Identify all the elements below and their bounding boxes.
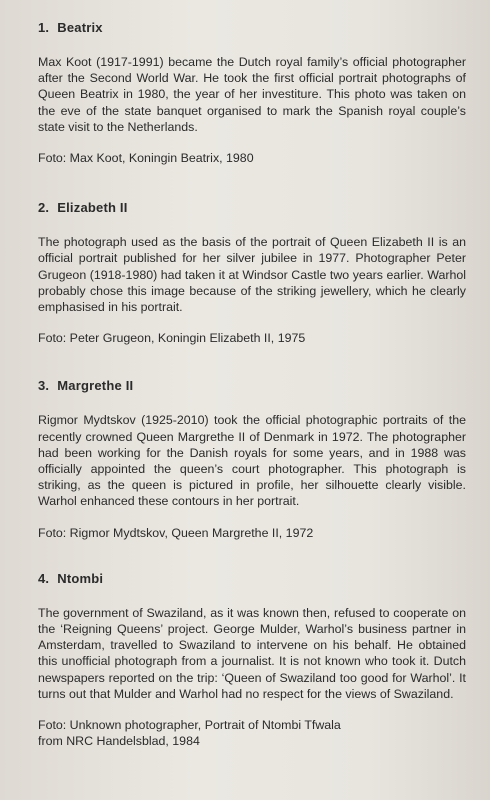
section-body: The government of Swaziland, as it was known then, refused to cooperate on the ‘Reigning Queens’ project. George Mulder, Warhol’s business partner in Amsterdam, travelled to Swaziland to intervene on his behalf. He obtained this unofficial photograph from a journalist. It is not known who took it. Dutch newspapers reported on the trip: ‘Queen of Swaziland too good for Warhol’. It turns out that Mulder and Warhol had no respect for the views of Swaziland.: [38, 605, 466, 701]
section-elizabeth-ii: [38, 200, 466, 346]
section-ntombi: [38, 571, 466, 750]
section-title: Elizabeth II: [57, 200, 128, 216]
section-title: Margrethe II: [57, 378, 134, 394]
photo-credit: [38, 525, 466, 541]
section-number: 3.: [38, 378, 50, 394]
photo-credit: [38, 150, 466, 166]
photo-credit-line: Foto: Unknown photographer, Portrait of Ntombi Tfwala: [38, 718, 341, 733]
section-body: Rigmor Mydtskov (1925-2010) took the official photographic portraits of the recently crowned Queen Margrethe II of Denmark in 1972. The photographer had been working for the Danish royals for some years, and in 1988 was officially appointed the queen’s court photographer. This photograph is striking, as the queen is pictured in profile, her silhouette clearly visible. Warhol enhanced these contours in her portrait.: [38, 413, 466, 509]
section-body: Max Koot (1917-1991) became the Dutch royal family’s official photographer after the Second World War. He took the first official portrait photographs of Queen Beatrix in 1980, the year of her investiture. This photo was taken on the eve of the state banquet organised to mark the Spanish royal couple’s state visit to the Netherlands.: [38, 55, 466, 134]
section-number: 2.: [38, 200, 50, 216]
section-margrethe-ii: [38, 378, 466, 540]
section-heading: [38, 378, 466, 394]
section-heading: [38, 20, 466, 36]
photo-credit: [38, 717, 466, 749]
photo-credit-line: Foto: Peter Grugeon, Koningin Elizabeth II, 1975: [38, 331, 306, 346]
section-title: Ntombi: [57, 570, 104, 586]
section-heading: [38, 200, 466, 216]
section-title: Beatrix: [57, 20, 103, 35]
section-number: 1.: [38, 20, 50, 35]
photo-credit: [38, 330, 466, 346]
section-body: The photograph used as the basis of the portrait of Queen Elizabeth II is an official portrait published for her silver jubilee in 1977. Photographer Peter Grugeon (1918-1980) had taken it at Windsor Castle two years earlier. Warhol probably chose this image because of the striking jewellery, which he clearly emphasised in his portrait.: [38, 235, 466, 315]
section-heading: [38, 571, 466, 587]
section-number: 4.: [38, 570, 50, 586]
photo-credit-line: from NRC Handelsblad, 1984: [38, 734, 200, 749]
photo-credit-line: Foto: Max Koot, Koningin Beatrix, 1980: [38, 151, 254, 166]
section-beatrix: [38, 20, 466, 166]
photo-credit-line: Foto: Rigmor Mydtskov, Queen Margrethe II, 1972: [38, 525, 314, 540]
